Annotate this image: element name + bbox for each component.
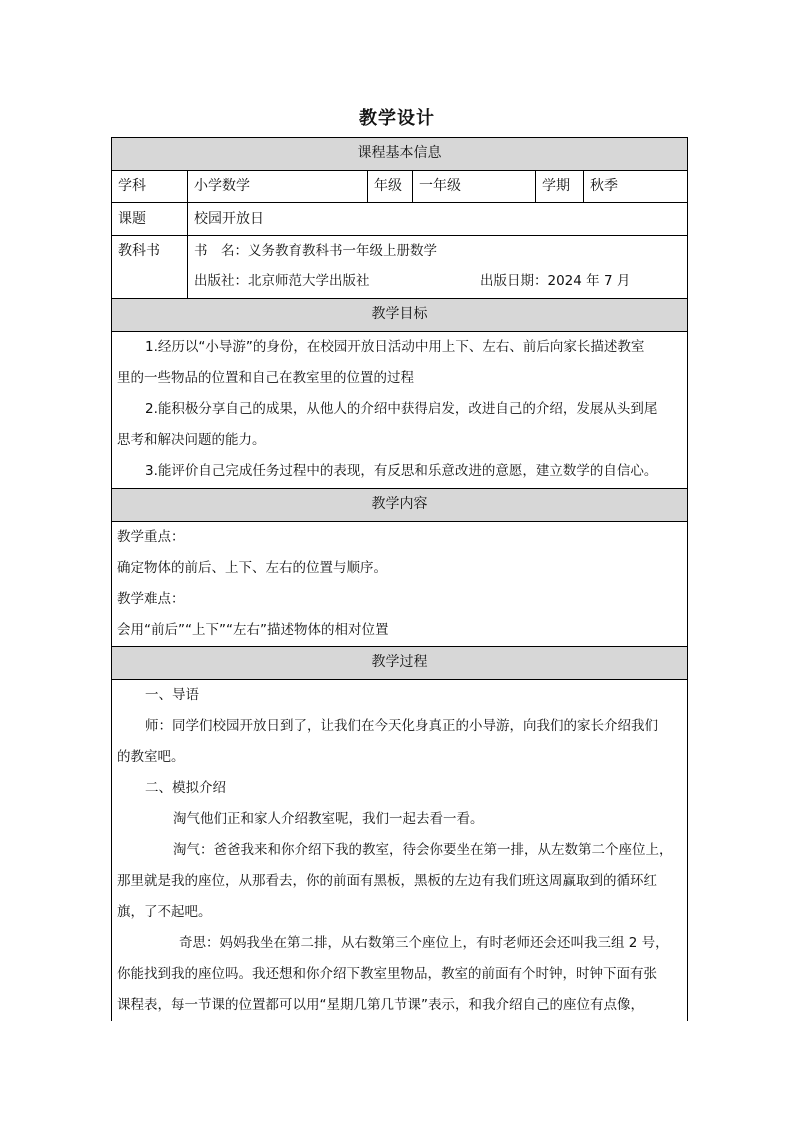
- book-name: 书 名：义务教育教科书一年级上册数学: [194, 243, 437, 259]
- objectives-header: 教学目标: [112, 299, 687, 332]
- term-label: 学期: [536, 171, 584, 202]
- key-point-label: 教学重点：: [117, 529, 185, 545]
- process-line: 师：同学们校园开放日到了，让我们在今天化身真正的小导游，向我们的家长介绍我们: [145, 718, 658, 734]
- grade-label: 年级: [368, 171, 413, 202]
- process-line: 一、导语: [145, 687, 199, 703]
- difficulty-label: 教学难点：: [117, 591, 185, 607]
- process-line: 课程表，每一节课的位置都可以用“星期几第几节课”表示，和我介绍自己的座位有点像，: [117, 997, 644, 1013]
- process-line: 的教室吧。: [117, 749, 185, 765]
- process-line: 那里就是我的座位，从那看去，你的前面有黑板，黑板的左边有我们班这周赢取到的循环红: [117, 873, 657, 889]
- objective-line: 3.能评价自己完成任务过程中的表现，有反思和乐意改进的意愿，建立数学的自信心。: [145, 463, 658, 479]
- page-title: 教学设计: [359, 108, 435, 129]
- objective-line: 1.经历以“小导游”的身份，在校园开放日活动中用上下、左右、前后向家长描述教室: [145, 339, 645, 355]
- difficulty-text: 会用“前后”“上下”“左右”描述物体的相对位置: [117, 622, 389, 638]
- process-line: 淘气他们正和家人介绍教室呢，我们一起去看一看。: [173, 811, 484, 827]
- process-body: [112, 680, 687, 1021]
- lesson-plan-table: [111, 137, 688, 1021]
- objective-line: 2.能积极分享自己的成果，从他人的介绍中获得启发，改进自己的介绍，发展从头到尾: [145, 401, 658, 417]
- grade-value: 一年级: [413, 171, 536, 202]
- process-line: 淘气：爸爸我来和你介绍下我的教室，待会你要坐在第一排，从左数第二个座位上，: [173, 842, 673, 858]
- content-header: 教学内容: [112, 489, 687, 522]
- objectives-body: [112, 332, 687, 489]
- basic-info-header: 课程基本信息: [112, 138, 687, 171]
- objective-line: 思考和解决问题的能力。: [117, 432, 266, 448]
- subject-row: [112, 171, 687, 203]
- topic-value: 校园开放日: [194, 211, 264, 227]
- key-point-text: 确定物体的前后、上下、左右的位置与顺序。: [117, 560, 387, 576]
- process-header: 教学过程: [112, 647, 687, 680]
- term-value: 秋季: [590, 178, 618, 194]
- content-body: [112, 522, 687, 647]
- subject-label: 学科: [112, 171, 188, 202]
- textbook-row: [112, 236, 687, 299]
- textbook-info: [188, 236, 688, 298]
- textbook-label: 教科书: [112, 236, 188, 298]
- process-line: 旗，了不起吧。: [117, 904, 212, 920]
- process-line: 你能找到我的座位吗。我还想和你介绍下教室里物品，教室的前面有个时钟，时钟下面有张: [117, 966, 657, 982]
- publish-date: 出版日期：2024 年 7 月: [480, 273, 631, 289]
- publisher: 出版社：北京师范大学出版社: [194, 273, 370, 289]
- process-line: 二、模拟介绍: [145, 780, 226, 796]
- process-line: 奇思：妈妈我坐在第二排，从右数第三个座位上，有时老师还会还叫我三组 2 号，: [179, 935, 669, 951]
- topic-row: [112, 203, 687, 236]
- subject-value: 小学数学: [188, 171, 368, 202]
- topic-label: 课题: [112, 203, 188, 235]
- objective-line: 里的一些物品的位置和自己在教室里的位置的过程: [117, 370, 414, 386]
